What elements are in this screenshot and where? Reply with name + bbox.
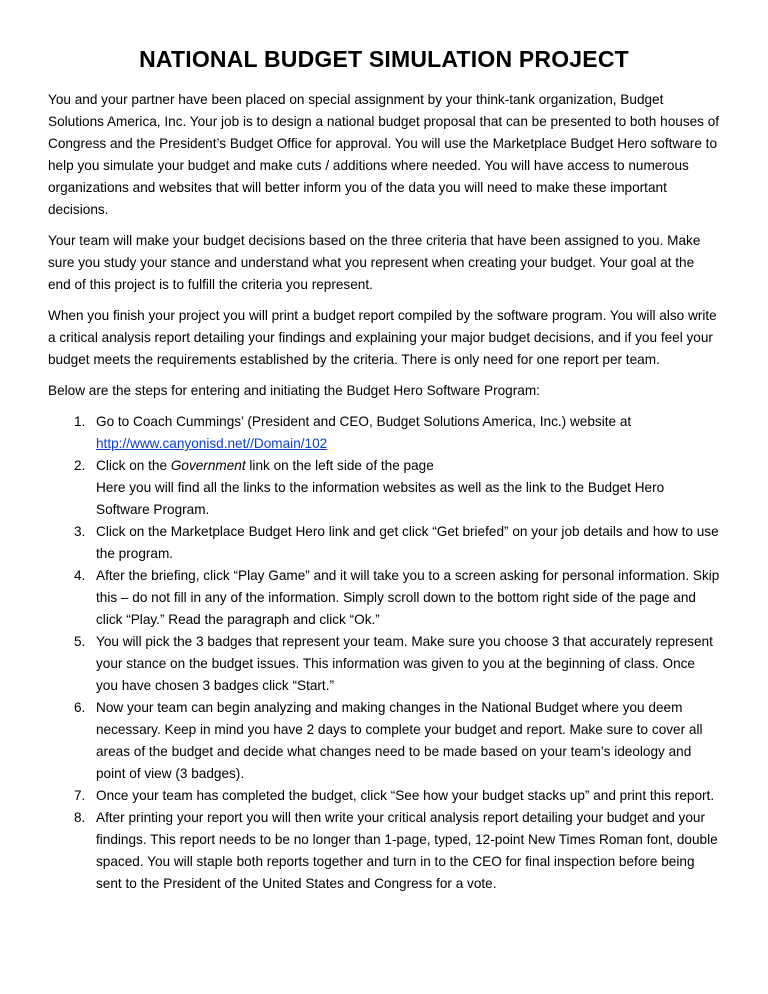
- step-subtext: Here you will find all the links to the information websites as well as the link to the Budget Hero Software Program.: [96, 480, 665, 517]
- steps-list: [48, 411, 720, 895]
- website-link[interactable]: http://www.canyonisd.net//Domain/102: [96, 436, 328, 451]
- step-number: 7.: [74, 788, 86, 803]
- step-number: 5.: [74, 634, 86, 649]
- list-item: [74, 565, 720, 631]
- list-item: [74, 631, 720, 697]
- list-item: [74, 697, 720, 785]
- list-item: [74, 807, 720, 895]
- steps-intro: Below are the steps for entering and initiating the Budget Hero Software Program:: [48, 383, 540, 398]
- step-text-pre: Click on the: [96, 458, 171, 473]
- step-number: 4.: [74, 568, 86, 583]
- step-text: Go to Coach Cummings’ (President and CEO, Budget Solutions America, Inc.) website at: [96, 414, 632, 429]
- government-emphasis: Government: [170, 458, 246, 473]
- criteria-paragraph: Your team will make your budget decisions based on the three criteria that have been assigned to you. Make sure you study your stance and understand what you represent when creating your budget. Your goal at the end of this project is to fulfill the criteria you represent.: [48, 233, 701, 292]
- list-item: [74, 455, 720, 521]
- intro-paragraph: You and your partner have been placed on special assignment by your think-tank organization, Budget Solutions America, Inc. Your job is to design a national budget proposal that can be presented to both houses of Congress and the President’s Budget Office for approval. You will use the Marketplace Budget Hero software to help you simulate your budget and make cuts / additions where needed. You will have access to numerous organizations and websites that will better inform you of the data you will need to make these important decisions.: [48, 92, 720, 217]
- step-number: 1.: [74, 414, 86, 429]
- report-paragraph: When you finish your project you will print a budget report compiled by the software program. You will also write a critical analysis report detailing your findings and explaining your major budget decisions, and if you feel your budget meets the requirements established by the criteria. There is only need for one report per team.: [48, 308, 717, 367]
- step-number: 6.: [74, 700, 86, 715]
- step-text: You will pick the 3 badges that represent your team. Make sure you choose 3 that accurately represent your stance on the budget issues. This information was given to you at the beginning of class. Once you have chosen 3 badges click “Start.”: [96, 634, 713, 693]
- step-number: 8.: [74, 810, 86, 825]
- step-number: 3.: [74, 524, 86, 539]
- step-text: After the briefing, click “Play Game” and it will take you to a screen asking for personal information. Skip this – do not fill in any of the information. Simply scroll down to the bottom right side of the page and click “Play.” Read the paragraph and click “Ok.”: [96, 568, 720, 627]
- step-text: After printing your report you will then write your critical analysis report detailing your budget and your findings. This report needs to be no longer than 1-page, typed, 12-point New Times Roman font, double spaced. You will staple both reports together and turn in to the CEO for final inspection before being sent to the President of the United States and Congress for a vote.: [96, 810, 718, 891]
- step-text: Once your team has completed the budget, click “See how your budget stacks up” and print this report.: [96, 788, 715, 803]
- step-text: Now your team can begin analyzing and making changes in the National Budget where you deem necessary. Keep in mind you have 2 days to complete your budget and report. Make sure to cover all areas of the budget and decide what changes need to be made based on your team’s ideology and point of view (3 badges).: [96, 700, 703, 781]
- step-text-post: link on the left side of the page: [245, 458, 434, 473]
- step-text: Click on the Marketplace Budget Hero link and get click “Get briefed” on your job details and how to use the program.: [96, 524, 719, 561]
- list-item: [74, 785, 720, 807]
- list-item: [74, 411, 720, 455]
- page-title: NATIONAL BUDGET SIMULATION PROJECT: [139, 46, 629, 72]
- list-item: [74, 521, 720, 565]
- step-number: 2.: [74, 458, 86, 473]
